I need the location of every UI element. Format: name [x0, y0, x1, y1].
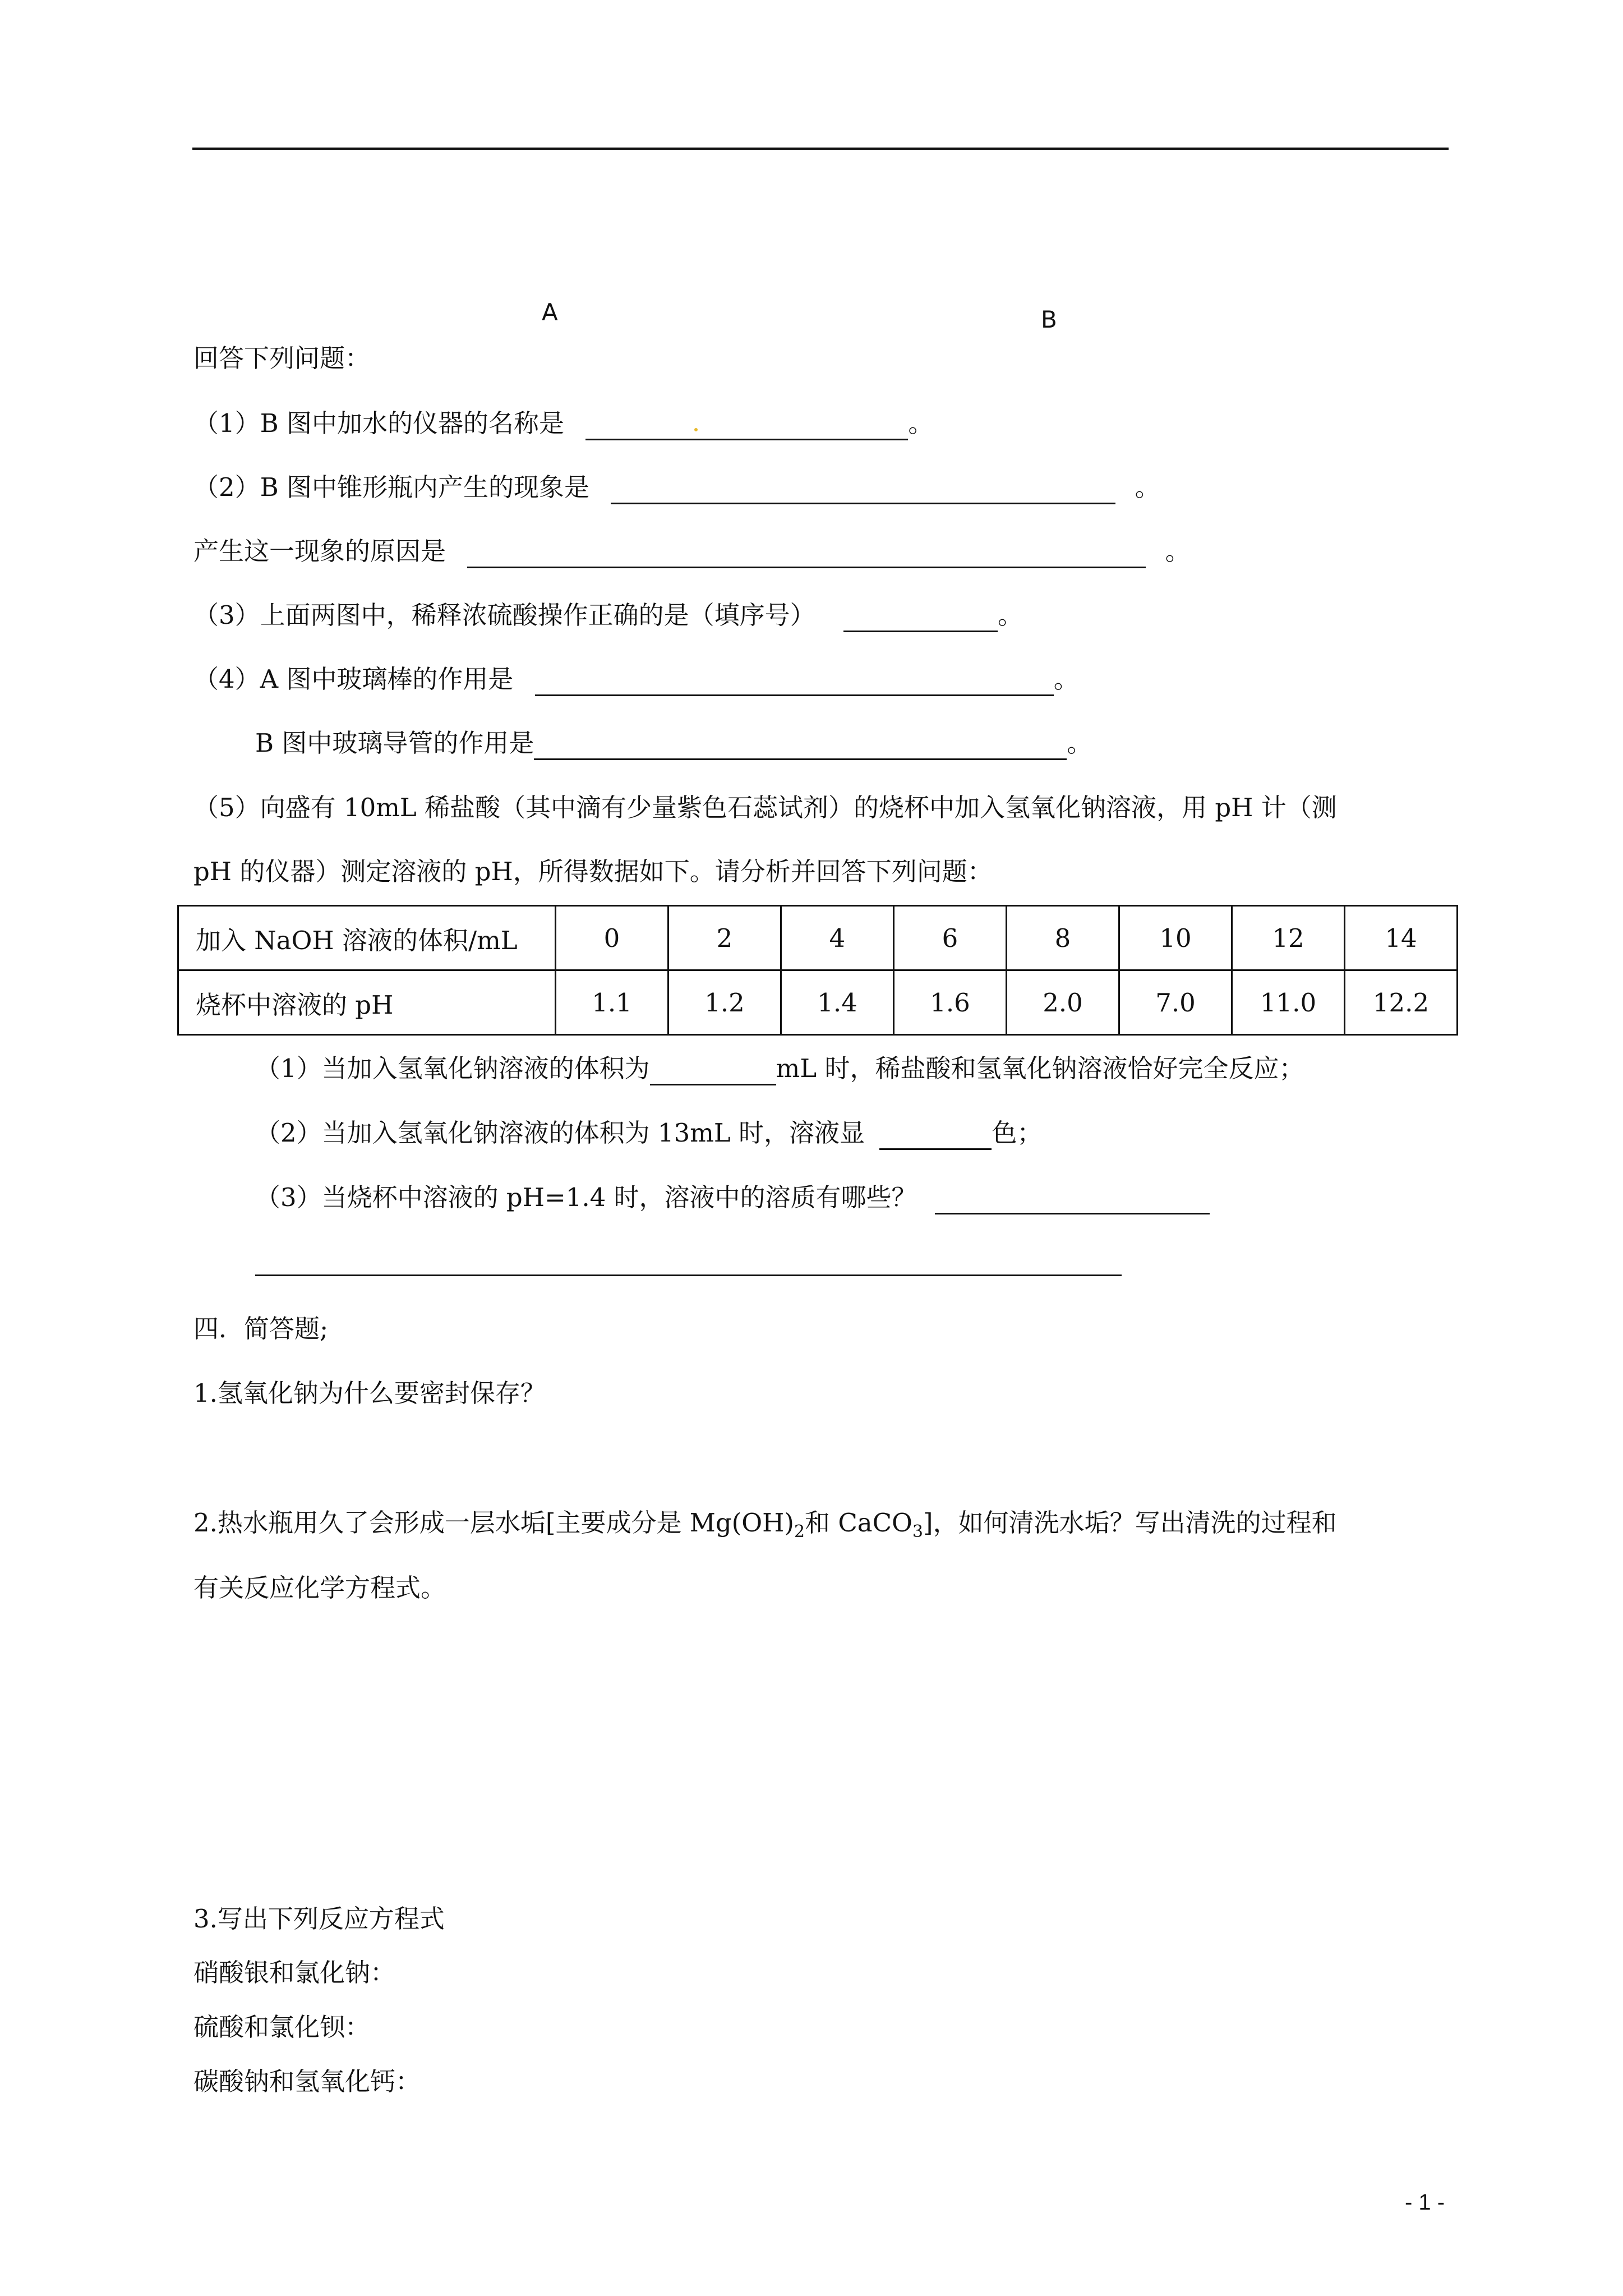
- figure-label-b: B: [1041, 306, 1057, 333]
- table-row: [178, 970, 1458, 1035]
- table-cell: 10: [1119, 906, 1232, 970]
- intro-text: 回答下列问题：: [193, 343, 371, 373]
- table-cell: 14: [1345, 906, 1458, 970]
- table-cell: 0: [556, 906, 668, 970]
- question-2b: [193, 535, 1191, 568]
- sub-question-3: [255, 1181, 1210, 1214]
- table-row: [178, 906, 1458, 970]
- table-row-header-ph: 烧杯中溶液的 pH: [178, 970, 556, 1035]
- table-cell: 8: [1007, 906, 1119, 970]
- answer-blank-4[interactable]: [535, 669, 1054, 696]
- question-3-text: （3）上面两图中，稀释浓硫酸操作正确的是（填序号）: [193, 600, 815, 630]
- question-4b-text: B 图中玻璃导管的作用是: [255, 728, 534, 758]
- table-cell: 1.2: [668, 970, 781, 1035]
- question-1: [193, 407, 933, 440]
- section-4-question-3-title: 3.写出下列反应方程式: [193, 1904, 445, 1934]
- table-cell: 1.4: [781, 970, 894, 1035]
- answer-blank-2b[interactable]: [467, 541, 1146, 568]
- subscript-2: 2: [794, 1522, 805, 1542]
- section-4-question-1: 1.氢氧化钠为什么要密封保存？: [193, 1378, 546, 1408]
- reaction-item: 硫酸和氯化钡：: [193, 2012, 371, 2042]
- sub-question-3-text: （3）当烧杯中溶液的 pH=1.4 时，溶液中的溶质有哪些？: [255, 1182, 917, 1212]
- table-cell: 6: [894, 906, 1007, 970]
- answer-blank-3[interactable]: [843, 605, 998, 632]
- ph-data-table: [177, 905, 1458, 1036]
- subscript-3: 3: [912, 1522, 924, 1542]
- section-4-question-2-b: 和 CaCO: [805, 1508, 912, 1538]
- question-4-text: （4）A 图中玻璃棒的作用是: [193, 664, 514, 694]
- section-4-heading: 四．简答题;: [193, 1314, 329, 1343]
- table-cell: 12.2: [1345, 970, 1458, 1035]
- table-cell: 1.6: [894, 970, 1007, 1035]
- table-cell: 7.0: [1119, 970, 1232, 1035]
- question-1-text: （1）B 图中加水的仪器的名称是: [193, 408, 565, 438]
- sub-question-1-rest: mL 时，稀盐酸和氢氧化钠溶液恰好完全反应；: [776, 1053, 1304, 1083]
- answer-blank-sub-2[interactable]: [879, 1122, 992, 1150]
- answer-blank-4b[interactable]: [534, 733, 1067, 760]
- question-3-end: 。: [997, 600, 1023, 630]
- table-cell: 4: [781, 906, 894, 970]
- question-2-text: （2）B 图中锥形瓶内产生的现象是: [193, 472, 590, 502]
- table-cell: 11.0: [1232, 970, 1345, 1035]
- answer-blank-sub-3[interactable]: [935, 1187, 1210, 1214]
- reaction-item: 碳酸钠和氢氧化钙：: [193, 2067, 421, 2096]
- figure-label-a: A: [542, 298, 558, 326]
- question-4b: [255, 726, 1092, 760]
- question-2b-end: 。: [1165, 536, 1191, 566]
- section-4-question-2: [193, 1506, 1337, 1549]
- yellow-dot-mark: [694, 428, 698, 431]
- reaction-item: 硝酸银和氯化钠：: [193, 1958, 396, 1987]
- table-cell: 12: [1232, 906, 1345, 970]
- question-2: [193, 471, 1160, 504]
- page-number: - 1 -: [1405, 2190, 1445, 2215]
- header-rule: [192, 148, 1449, 150]
- answer-blank-1[interactable]: [585, 413, 908, 440]
- sub-question-2-text: （2）当加入氢氧化钠溶液的体积为 13mL 时，溶液显: [255, 1118, 865, 1148]
- answer-line-sub-3[interactable]: [255, 1274, 1122, 1276]
- question-3: [193, 599, 1023, 632]
- table-cell: 2: [668, 906, 781, 970]
- sub-question-1-text: （1）当加入氢氧化钠溶液的体积为: [255, 1053, 650, 1083]
- section-4-question-2-c: ]，如何清洗水垢？写出清洗的过程和: [923, 1508, 1337, 1538]
- section-4-question-2-line-2: 有关反应化学方程式。: [193, 1573, 446, 1603]
- table-cell: 1.1: [556, 970, 668, 1035]
- question-4: [193, 662, 1079, 696]
- question-4-end: 。: [1053, 664, 1079, 694]
- sub-question-1: [255, 1052, 1304, 1085]
- question-5-line-1: （5）向盛有 10mL 稀盐酸（其中滴有少量紫色石蕊试剂）的烧杯中加入氢氧化钠溶液，用 pH 计（测: [193, 793, 1337, 822]
- table-row-header-volume: 加入 NaOH 溶液的体积/mL: [178, 906, 556, 970]
- question-2b-text: 产生这一现象的原因是: [193, 536, 446, 566]
- question-1-end: 。: [908, 408, 934, 438]
- question-2-end: 。: [1135, 472, 1160, 502]
- sub-question-2: [255, 1116, 1042, 1150]
- sub-question-2-rest: 色；: [992, 1118, 1043, 1148]
- section-4-question-2-a: 2.热水瓶用久了会形成一层水垢[主要成分是 Mg(OH): [193, 1508, 794, 1538]
- question-4b-end: 。: [1067, 728, 1092, 758]
- question-5-line-2: pH 的仪器）测定溶液的 pH，所得数据如下。请分析并回答下列问题：: [193, 857, 993, 886]
- answer-blank-2[interactable]: [611, 477, 1115, 504]
- table-cell: 2.0: [1007, 970, 1119, 1035]
- answer-blank-sub-1[interactable]: [650, 1058, 776, 1085]
